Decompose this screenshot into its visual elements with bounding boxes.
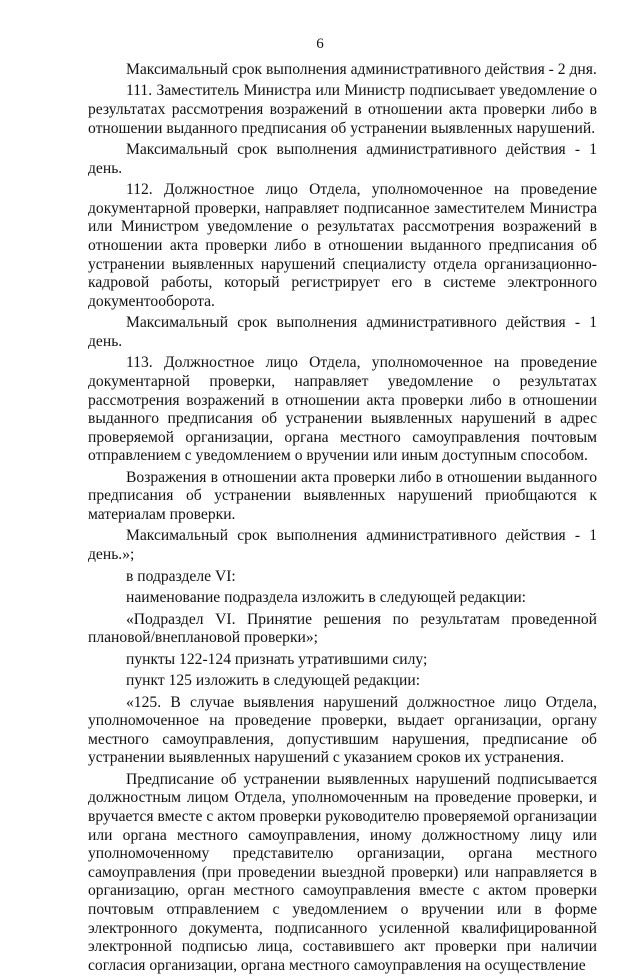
document-body: [88, 61, 597, 978]
paragraph: Максимальный срок выполнения административного действия - 1 день.»;: [88, 527, 597, 564]
paragraph: Максимальный срок выполнения административного действия - 1 день.: [88, 314, 597, 350]
paragraph: Возражения в отношении акта проверки либо в отношении выданного предписания об устранении выявленных нарушений приобщаются к материалам проверки.: [88, 468, 597, 523]
paragraph: «Подраздел VI. Принятие решения по результатам проведенной плановой/внеплановой проверки»;: [88, 610, 597, 647]
paragraph: пункты 122-124 признать утратившими силу;: [126, 650, 428, 668]
paragraph: пункт 125 изложить в следующей редакции:: [126, 672, 421, 690]
paragraph: «125. В случае выявления нарушений должностное лицо Отдела, уполномоченное на проведение проверки, выдает организации, органу местного самоуправления, допустившим нарушения, предписание об устранении выявленных нарушений с указанием сроков их устранения.: [88, 693, 597, 767]
paragraph: наименование подраздела изложить в следующей редакции:: [126, 589, 526, 607]
page-number: 6: [316, 36, 324, 52]
paragraph: 112. Должностное лицо Отдела, уполномоченное на проведение документарной проверки, направляет подписанное заместителем Министра или Министром уведомление о результатах рассмотрения возражений в отношении акта проверки либо в отношении выданного предписания об устранении выявленных нарушений специалисту отдела организационно-кадровой работы, который регистрирует его в системе электронного документооборота.: [88, 181, 597, 310]
paragraph: 111. Заместитель Министра или Министр подписывает уведомление о результатах рассмотрения возражений в отношении акта проверки либо в отношении выданного предписания об устранении выявленных нарушений.: [88, 82, 597, 137]
paragraph: Максимальный срок выполнения административного действия - 2 дня.: [126, 61, 597, 78]
paragraph: Максимальный срок выполнения административного действия - 1 день.: [88, 141, 597, 177]
paragraph: Предписание об устранении выявленных нарушений подписывается должностным лицом Отдела, уполномоченным на проведение проверки, и вручается вместе с актом проверки руководителю проверяемой организации или органа местного самоуправления, иному должностному лицу или уполномоченному представителю организации, органа местного самоуправления (при проведении выездной проверки) или направляется в организацию, орган местного самоуправления вместе с актом проверки почтовым отправлением с уведомлением о вручении или в форме электронного документа, подписанного усиленной квалифицированной электронной подписью лица, составившего акт проверки при наличии согласия организации, органа местного самоуправления на осуществление: [88, 770, 597, 974]
paragraph: в подразделе VI:: [126, 567, 236, 585]
paragraph: 113. Должностное лицо Отдела, уполномоченное на проведение документарной проверки, направляет уведомление о результатах рассмотрения возражений в отношении акта проверки либо в отношении выданного предписания об устранении выявленных нарушений в адрес проверяемой организации, органа местного самоуправления почтовым отправлением с уведомлением о вручении или иным доступным способом.: [88, 354, 597, 465]
